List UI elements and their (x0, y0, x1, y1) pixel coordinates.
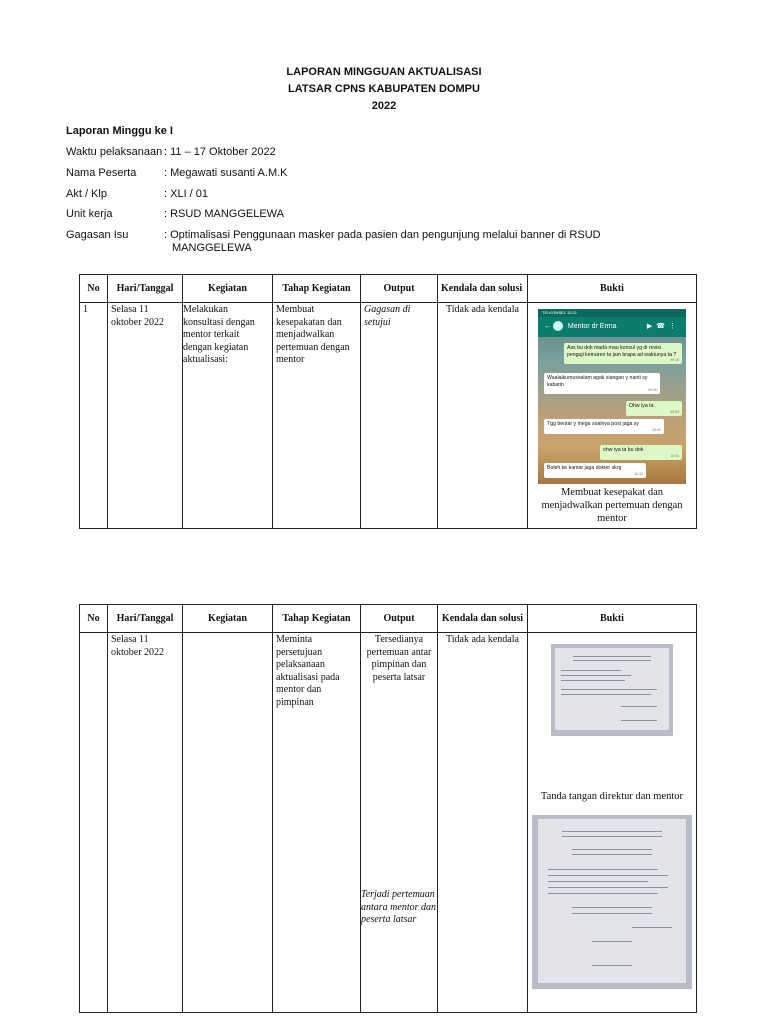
cell-bukti (528, 303, 697, 529)
signed-document-photo-2 (532, 815, 692, 989)
field-value: : RSUD MANGGELEWA (164, 208, 284, 220)
field-value: : Optimalisasi Penggunaan masker pada pasien dan pengunjung melalui banner di RSUD (164, 229, 601, 241)
chat-message (544, 373, 660, 394)
output-note: Terjadi pertemuan antara mentor dan peserta latsar (361, 889, 436, 925)
message-time: 09:19 (670, 358, 679, 362)
back-arrow-icon: ← (544, 323, 551, 330)
message-time: 10:31 (634, 471, 643, 476)
col-tahap: Tahap Kegiatan (273, 605, 361, 633)
report-table-2 (79, 604, 697, 1013)
field-value: : 11 – 17 Oktober 2022 (164, 146, 276, 158)
col-kegiatan: Kegiatan (183, 605, 273, 633)
cell-kegiatan (183, 633, 273, 1013)
cell-output (361, 633, 438, 1013)
chat-header (538, 317, 686, 337)
cell-hari: Selasa 11 oktober 2022 (108, 633, 183, 1013)
message-text: Boleh ke kamar jaga dokter skrg (547, 465, 622, 471)
col-hari: Hari/Tanggal (108, 605, 183, 633)
col-kendala: Kendala dan solusi (438, 275, 528, 303)
col-hari: Hari/Tanggal (108, 275, 183, 303)
message-text: Waalaikumussalam agak siangan y nanti sy kabarin (547, 375, 648, 388)
col-kendala: Kendala dan solusi (438, 605, 528, 633)
chat-screenshot (538, 309, 686, 484)
avatar (553, 321, 563, 331)
chat-message (626, 401, 682, 416)
field-gagasan-cont: MANGGELEWA (172, 242, 252, 254)
field-label: Nama Peserta (66, 167, 137, 179)
cell-hari: Selasa 11 oktober 2022 (108, 303, 183, 529)
report-table-1 (79, 274, 697, 529)
phone-status-bar: TELKOMSEL 15:21 (538, 309, 686, 317)
chat-message (600, 445, 682, 460)
col-bukti: Bukti (528, 605, 697, 633)
message-text: Tgg bentar y mega soalnya post jaga sy (547, 421, 639, 427)
report-title-line2: LATSAR CPNS KABUPATEN DOMPU (288, 83, 480, 95)
field-value: : Megawati susanti A.M.K (164, 167, 288, 179)
cell-kegiatan: Melakukan konsultasi dengan mentor terkait dengan kegiatan aktualisasi: (183, 303, 273, 529)
week-label: Laporan Minggu ke I (66, 125, 173, 137)
message-text: Ohw iya ta (629, 403, 654, 409)
col-no: No (80, 605, 108, 633)
table-row (80, 303, 697, 529)
call-icons: ▶☎⋮ (646, 323, 680, 330)
cell-tahap: Meminta persetujuan pelaksanaan aktualisasi pada mentor dan pimpinan (273, 633, 361, 1013)
cell-no (80, 633, 108, 1013)
field-label: Unit kerja (66, 208, 113, 220)
cell-tahap: Membuat kesepakatan dan menjadwalkan pertemuan dengan mentor (273, 303, 361, 529)
field-label: Gagasan Isu (66, 229, 129, 241)
table-row (80, 633, 697, 1013)
bukti-caption: Membuat kesepakat dan menjadwalkan pertemuan dengan mentor (541, 487, 683, 524)
col-output: Output (361, 605, 438, 633)
col-tahap: Tahap Kegiatan (273, 275, 361, 303)
report-title-year: 2022 (371, 100, 397, 112)
cell-output: Gagasan di setujui (361, 303, 438, 529)
field-label: Waktu pelaksanaan (66, 146, 163, 158)
col-output: Output (361, 275, 438, 303)
chat-contact-name: Mentor dr Erma (567, 323, 617, 330)
col-no: No (80, 275, 108, 303)
chat-message (564, 343, 682, 364)
bukti-caption: Tanda tangan direktur dan mentor (540, 791, 684, 802)
col-bukti: Bukti (528, 275, 697, 303)
chat-message (544, 419, 664, 434)
field-label: Akt / Klp (66, 188, 107, 200)
message-text: Ass bu dok mada mau konsul yg di revisi penguji kemaren ta jam brapa ad waktunya ta ? (567, 345, 677, 358)
cell-kendala: Tidak ada kendala (438, 303, 528, 529)
chat-message (544, 463, 646, 478)
output-text: Tersedianya pertemuan antar pimpinan dan peserta latsar (366, 634, 432, 683)
cell-no: 1 (80, 303, 108, 529)
message-text: ohw iya ta bu dok (603, 447, 644, 453)
message-time: 10:01 (670, 453, 679, 458)
signed-document-photo-1 (551, 644, 673, 736)
col-kegiatan: Kegiatan (183, 275, 273, 303)
cell-kendala: Tidak ada kendala (438, 633, 528, 1013)
field-value: : XLI / 01 (164, 188, 209, 200)
message-time: 09:46 (648, 388, 657, 392)
cell-bukti (528, 633, 697, 1013)
message-time: 09:53 (670, 409, 679, 414)
message-time: 10:00 (652, 427, 661, 432)
report-title-line1: LAPORAN MINGGUAN AKTUALISASI (286, 66, 482, 78)
